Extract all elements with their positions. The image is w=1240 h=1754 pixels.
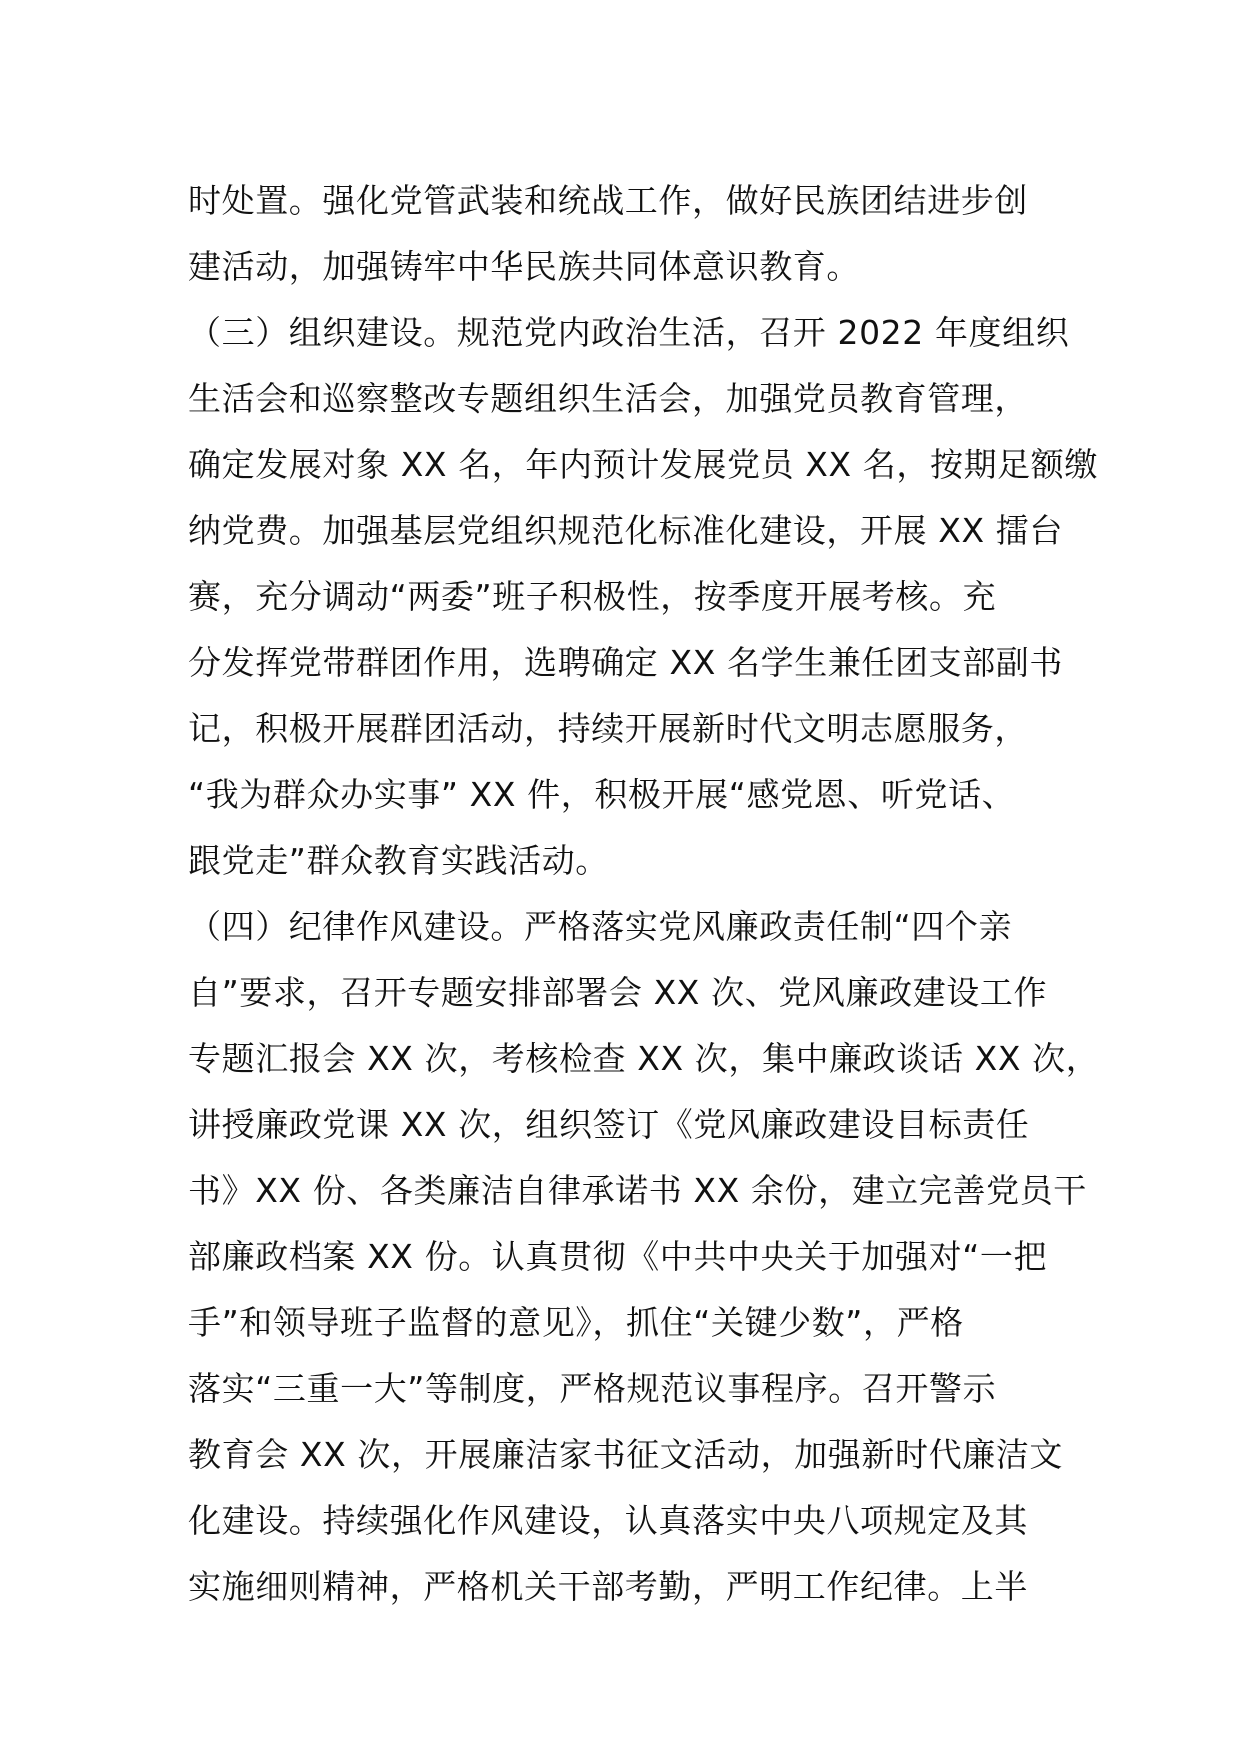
text-line: 确定发展对象 XX 名，年内预计发展党员 XX 名，按期足额缴 [188, 445, 1098, 484]
text-line: 生活会和巡察整改专题组织生活会，加强党员教育管理， [188, 379, 1028, 418]
text-line: 落实“三重一大”等制度，严格规范议事程序。召开警示 [188, 1369, 997, 1408]
text-line: 化建设。持续强化作风建设，认真落实中央八项规定及其 [188, 1501, 1028, 1540]
text-line: 时处置。强化党管武装和统战工作，做好民族团结进步创 [188, 181, 1028, 220]
text-line: 建活动，加强铸牢中华民族共同体意识教育。 [188, 247, 860, 286]
text-line: 分发挥党带群团作用，选聘确定 XX 名学生兼任团支部副书 [188, 643, 1063, 682]
text-line: 自”要求，召开专题安排部署会 XX 次、党风廉政建设工作 [188, 973, 1048, 1012]
text-line: 专题汇报会 XX 次，考核检查 XX 次，集中廉政谈话 XX 次， [188, 1039, 1100, 1078]
text-line: 纳党费。加强基层党组织规范化标准化建设，开展 XX 擂台 [188, 511, 1063, 550]
text-line: 教育会 XX 次，开展廉洁家书征文活动，加强新时代廉洁文 [188, 1435, 1063, 1474]
text-line: “我为群众办实事” XX 件，积极开展“感党恩、听党话、 [188, 775, 1016, 814]
text-line: 讲授廉政党课 XX 次，组织签订《党风廉政建设目标责任 [188, 1105, 1030, 1144]
text-line: 赛，充分调动“两委”班子积极性，按季度开展考核。充 [188, 577, 997, 616]
text-line: （三）组织建设。规范党内政治生活，召开 2022 年度组织 [188, 313, 1070, 352]
text-line: 部廉政档案 XX 份。认真贯彻《中共中央关于加强对“一把 [188, 1237, 1048, 1276]
text-line: 书》XX 份、各类廉洁自律承诺书 XX 余份，建立完善党员干 [188, 1171, 1087, 1210]
text-line: 记，积极开展群团活动，持续开展新时代文明志愿服务， [188, 709, 1028, 748]
text-line: 手”和领导班子监督的意见》，抓住“关键少数”，严格 [188, 1303, 964, 1342]
document-body [188, 168, 1100, 1620]
text-line: 实施细则精神，严格机关干部考勤，严明工作纪律。上半 [188, 1567, 1028, 1606]
text-line: （四）纪律作风建设。严格落实党风廉政责任制“四个亲 [188, 907, 1013, 946]
text-line: 跟党走”群众教育实践活动。 [188, 841, 609, 880]
